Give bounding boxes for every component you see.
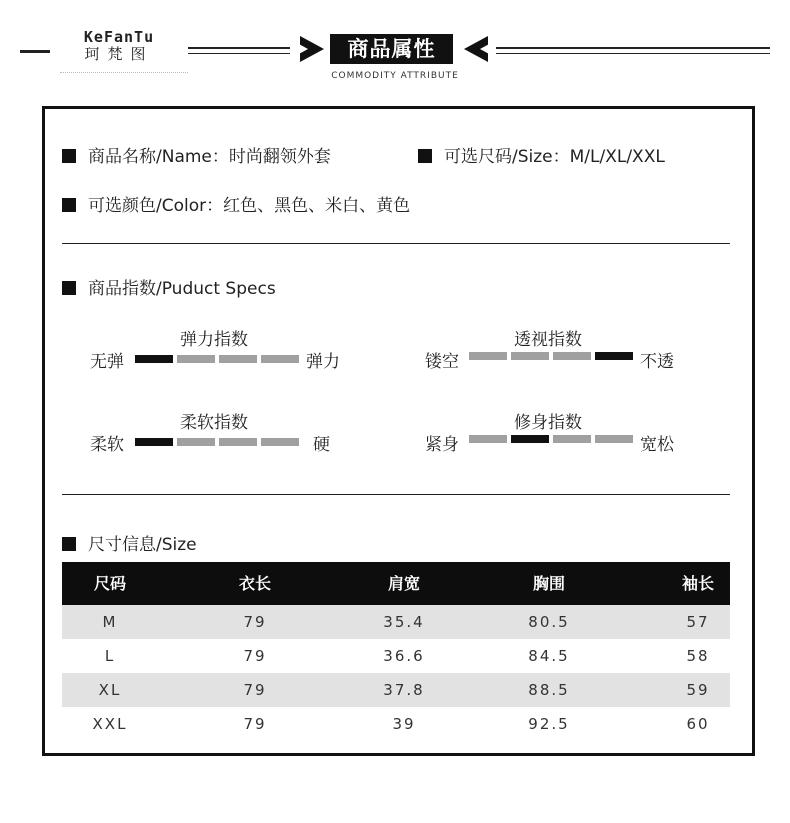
size-table-column-header: 胸围 bbox=[532, 574, 565, 593]
size-table-column-header: 肩宽 bbox=[387, 574, 420, 593]
header-rule-mid-left-thin bbox=[188, 53, 290, 54]
attr-color bbox=[62, 191, 410, 216]
spec-left-label: 镂空 bbox=[425, 352, 459, 372]
spec-segment bbox=[553, 435, 591, 443]
brand-logo bbox=[60, 30, 178, 62]
header-rule-right bbox=[496, 47, 770, 49]
spec-segment bbox=[595, 352, 633, 360]
spec-segment bbox=[135, 438, 173, 446]
spec-title: 柔软指数 bbox=[180, 413, 248, 433]
table-cell: XL bbox=[98, 681, 122, 699]
size-heading bbox=[62, 530, 197, 555]
spec-segment bbox=[177, 355, 215, 363]
spec-right-label: 弹力 bbox=[306, 352, 340, 372]
table-cell: 39 bbox=[392, 715, 416, 733]
attr-size-text: 可选尺码/Size：M/L/XL/XXL bbox=[444, 147, 665, 167]
spec-segment bbox=[595, 435, 633, 443]
table-row bbox=[62, 639, 730, 673]
table-cell: 88.5 bbox=[528, 681, 570, 699]
size-heading-text: 尺寸信息/Size bbox=[88, 535, 197, 555]
table-cell: XXL bbox=[92, 715, 128, 733]
brand-underline bbox=[60, 72, 188, 73]
spec-segment bbox=[553, 352, 591, 360]
table-cell: 79 bbox=[243, 647, 267, 665]
attr-color-text: 可选颜色/Color：红色、黑色、米白、黄色 bbox=[88, 196, 411, 216]
table-cell: 37.8 bbox=[383, 681, 425, 699]
divider-specs bbox=[62, 494, 730, 495]
spec-right-label: 宽松 bbox=[640, 435, 674, 455]
square-bullet-icon bbox=[62, 537, 76, 551]
specs-heading bbox=[62, 274, 276, 299]
header-rule-left bbox=[20, 50, 50, 53]
spec-title: 修身指数 bbox=[514, 413, 582, 433]
table-row bbox=[62, 605, 730, 639]
spec-title: 弹力指数 bbox=[180, 330, 248, 350]
specs-heading-text: 商品指数/Puduct Specs bbox=[88, 279, 276, 299]
table-cell: 36.6 bbox=[383, 647, 425, 665]
table-cell: 79 bbox=[243, 715, 267, 733]
table-cell: 35.4 bbox=[383, 613, 425, 631]
attr-name-text: 商品名称/Name：时尚翻领外套 bbox=[88, 147, 331, 167]
size-table-column-header: 衣长 bbox=[238, 574, 271, 593]
table-row bbox=[62, 673, 730, 707]
attr-name bbox=[62, 142, 331, 167]
size-table-header bbox=[62, 562, 730, 605]
divider-attributes bbox=[62, 243, 730, 244]
spec-segment bbox=[135, 355, 173, 363]
spec-segment bbox=[219, 355, 257, 363]
spec-left-label: 柔软 bbox=[90, 435, 124, 455]
spec-title: 透视指数 bbox=[514, 330, 582, 350]
table-cell: 79 bbox=[243, 613, 267, 631]
title-chevron-left-notch bbox=[297, 43, 308, 55]
header-rule-right-thin bbox=[496, 53, 770, 54]
spec-segment bbox=[177, 438, 215, 446]
spec-segment bbox=[261, 438, 299, 446]
spec-left-label: 紧身 bbox=[425, 435, 459, 455]
attr-size bbox=[418, 142, 665, 167]
spec-segment bbox=[219, 438, 257, 446]
section-subtitle: COMMODITY ATTRIBUTE bbox=[331, 71, 459, 81]
square-bullet-icon bbox=[62, 198, 76, 212]
square-bullet-icon bbox=[62, 149, 76, 163]
table-cell: 80.5 bbox=[528, 613, 570, 631]
spec-segment bbox=[511, 435, 549, 443]
size-table-column-header: 袖长 bbox=[681, 574, 714, 593]
table-cell: M bbox=[102, 613, 118, 631]
spec-segment bbox=[511, 352, 549, 360]
spec-left-label: 无弹 bbox=[90, 352, 124, 372]
table-cell: 57 bbox=[686, 613, 710, 631]
table-cell: 60 bbox=[686, 715, 710, 733]
brand-name-cn: 珂梵图 bbox=[84, 45, 154, 63]
table-cell: 79 bbox=[243, 681, 267, 699]
square-bullet-icon bbox=[418, 149, 432, 163]
spec-right-label: 不透 bbox=[640, 352, 674, 372]
spec-segment bbox=[261, 355, 299, 363]
table-cell: 92.5 bbox=[528, 715, 570, 733]
spec-right-label: 硬 bbox=[313, 435, 330, 455]
table-cell: 59 bbox=[686, 681, 710, 699]
spec-segment bbox=[469, 435, 507, 443]
spec-segment bbox=[469, 352, 507, 360]
size-table-column-header: 尺码 bbox=[93, 574, 126, 593]
square-bullet-icon bbox=[62, 281, 76, 295]
table-cell: 84.5 bbox=[528, 647, 570, 665]
table-row bbox=[62, 707, 730, 741]
header-rule-mid-left bbox=[188, 47, 290, 49]
table-cell: L bbox=[104, 647, 116, 665]
table-cell: 58 bbox=[686, 647, 710, 665]
brand-name-en: KeFanTu bbox=[83, 28, 155, 46]
section-title: 商品属性 bbox=[330, 34, 453, 64]
title-chevron-right-notch bbox=[480, 43, 491, 55]
